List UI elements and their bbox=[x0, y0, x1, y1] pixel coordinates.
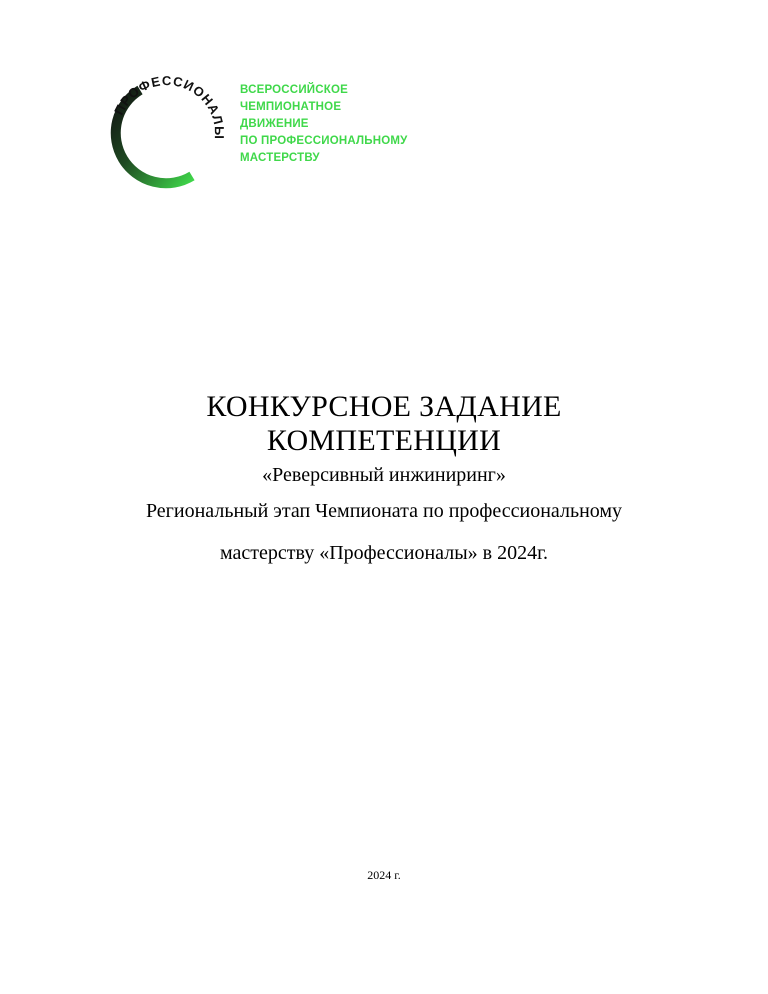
logo bbox=[100, 64, 460, 194]
logo-line: МАСТЕРСТВУ bbox=[240, 152, 320, 164]
logo-line: ВСЕРОССИЙСКОЕ bbox=[240, 84, 348, 96]
competence-name: «Реверсивный инжиниринг» bbox=[262, 464, 506, 486]
logo-line: ЧЕМПИОНАТНОЕ bbox=[240, 101, 342, 113]
logo-wordmark bbox=[240, 82, 408, 167]
logo-arc-text: ПРОФЕССИОНАЛЫ bbox=[111, 73, 227, 140]
logo-line: ПО ПРОФЕССИОНАЛЬНОМУ bbox=[240, 135, 408, 147]
logo-line: ДВИЖЕНИЕ bbox=[240, 118, 309, 130]
svg-text:ПРОФЕССИОНАЛЫ bbox=[111, 73, 227, 140]
title-block bbox=[0, 390, 768, 566]
professionaly-logo-icon bbox=[100, 64, 230, 194]
stage-description-line-1: Региональный этап Чемпионата по профессиональному bbox=[145, 500, 623, 522]
document-title-line-2: КОМПЕТЕНЦИИ bbox=[266, 424, 502, 457]
document-title-line-1: КОНКУРСНОЕ ЗАДАНИЕ bbox=[206, 390, 562, 423]
stage-description-line-2: мастерству «Профессионалы» в 2024г. bbox=[219, 542, 549, 564]
footer-year: 2024 г. bbox=[367, 868, 401, 882]
